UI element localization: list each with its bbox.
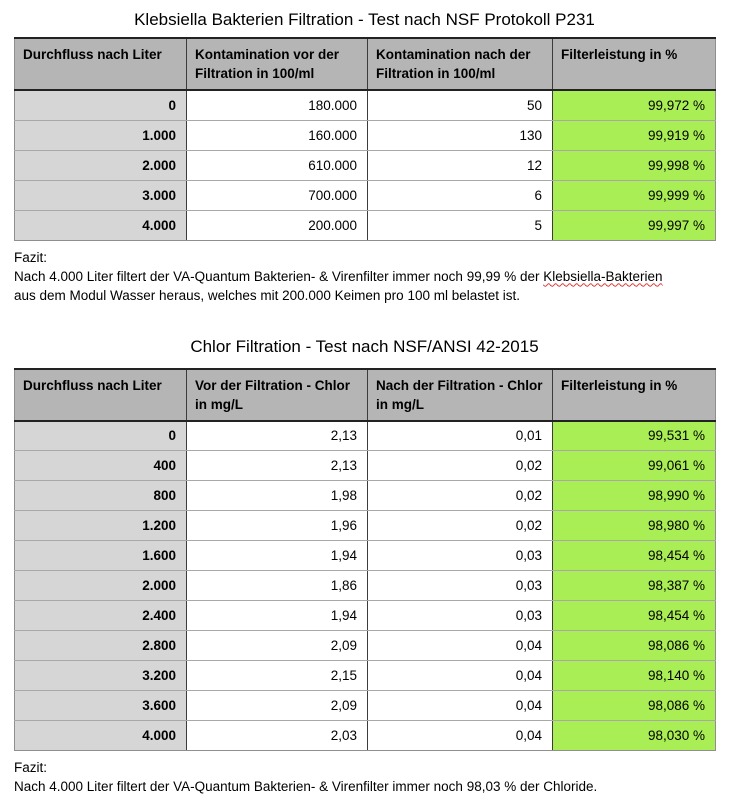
column-header-kontamination-vor: Kontamination vor der Filtration in 100/ml: [187, 38, 368, 90]
flow-liters-cell: 4.000: [15, 721, 187, 751]
filter-performance-cell: 99,531 %: [553, 421, 716, 451]
chlor-table-title: Chlor Filtration - Test nach NSF/ANSI 42-2015: [190, 336, 539, 356]
table-row: [15, 120, 716, 150]
table-row: [15, 481, 716, 511]
filter-performance-cell: 98,086 %: [553, 631, 716, 661]
column-header-durchfluss: Durchfluss nach Liter: [15, 369, 187, 421]
filter-performance-cell: 99,999 %: [553, 180, 716, 210]
column-header-filterleistung: Filterleistung in %: [553, 369, 716, 421]
flow-liters-cell: 2.000: [15, 571, 187, 601]
flow-liters-cell: 400: [15, 451, 187, 481]
table-row: [15, 180, 716, 210]
filter-performance-cell: 98,454 %: [553, 541, 716, 571]
before-filtration-cell: 1,98: [187, 481, 368, 511]
flow-liters-cell: 0: [15, 90, 187, 120]
before-filtration-cell: 2,13: [187, 421, 368, 451]
table-row: [15, 150, 716, 180]
after-filtration-cell: 0,04: [368, 661, 553, 691]
column-header-kontamination-nach: Kontamination nach der Filtration in 100/ml: [368, 38, 553, 90]
before-filtration-cell: 1,96: [187, 511, 368, 541]
table-row: [15, 601, 716, 631]
table-row: [15, 631, 716, 661]
table-row: [15, 90, 716, 120]
filter-performance-cell: 98,030 %: [553, 721, 716, 751]
after-filtration-cell: 0,04: [368, 631, 553, 661]
flow-liters-cell: 2.400: [15, 601, 187, 631]
fazit-text-line1: Nach 4.000 Liter filtert der VA-Quantum Bakterien- & Virenfilter immer noch 99,99 % der: [14, 268, 544, 284]
filter-performance-cell: 99,997 %: [553, 210, 716, 240]
table-row: [15, 661, 716, 691]
before-filtration-cell: 1,94: [187, 601, 368, 631]
flow-liters-cell: 3.000: [15, 180, 187, 210]
filter-performance-cell: 98,086 %: [553, 691, 716, 721]
table-row: [15, 511, 716, 541]
table-row: [15, 451, 716, 481]
before-filtration-cell: 160.000: [187, 120, 368, 150]
flow-liters-cell: 2.800: [15, 631, 187, 661]
header-row: [15, 38, 716, 90]
flow-liters-cell: 3.200: [15, 661, 187, 691]
before-filtration-cell: 180.000: [187, 90, 368, 120]
after-filtration-cell: 5: [368, 210, 553, 240]
filter-performance-cell: 99,919 %: [553, 120, 716, 150]
filter-performance-cell: 98,387 %: [553, 571, 716, 601]
after-filtration-cell: 0,04: [368, 721, 553, 751]
before-filtration-cell: 200.000: [187, 210, 368, 240]
filter-performance-cell: 98,990 %: [553, 481, 716, 511]
flow-liters-cell: 4.000: [15, 210, 187, 240]
fazit-label: Fazit:: [14, 760, 48, 775]
flow-liters-cell: 800: [15, 481, 187, 511]
flow-liters-cell: 2.000: [15, 150, 187, 180]
table-row: [15, 541, 716, 571]
header-row: [15, 369, 716, 421]
after-filtration-cell: 0,01: [368, 421, 553, 451]
column-header-durchfluss: Durchfluss nach Liter: [15, 38, 187, 90]
before-filtration-cell: 2,15: [187, 661, 368, 691]
before-filtration-cell: 700.000: [187, 180, 368, 210]
chlor-table: [14, 368, 716, 752]
filter-performance-cell: 99,972 %: [553, 90, 716, 120]
after-filtration-cell: 0,03: [368, 571, 553, 601]
fazit-spellcheck-word: Klebsiella-Bakterien: [543, 268, 663, 284]
after-filtration-cell: 0,03: [368, 601, 553, 631]
filter-performance-cell: 99,061 %: [553, 451, 716, 481]
flow-liters-cell: 1.600: [15, 541, 187, 571]
chlor-fazit: [14, 758, 729, 796]
after-filtration-cell: 6: [368, 180, 553, 210]
flow-liters-cell: 0: [15, 421, 187, 451]
column-header-filterleistung: Filterleistung in %: [553, 38, 716, 90]
before-filtration-cell: 2,13: [187, 451, 368, 481]
filter-performance-cell: 98,980 %: [553, 511, 716, 541]
before-filtration-cell: 2,09: [187, 691, 368, 721]
klebsiella-fazit: [14, 248, 729, 305]
column-header-chlor-nach: Nach der Filtration - Chlor in mg/L: [368, 369, 553, 421]
table-row: [15, 421, 716, 451]
filter-performance-cell: 98,140 %: [553, 661, 716, 691]
column-header-chlor-vor: Vor der Filtration - Chlor in mg/L: [187, 369, 368, 421]
flow-liters-cell: 1.000: [15, 120, 187, 150]
fazit-text-line1: Nach 4.000 Liter filtert der VA-Quantum Bakterien- & Virenfilter immer noch 98,03 % der Chloride.: [14, 779, 598, 794]
after-filtration-cell: 0,02: [368, 481, 553, 511]
table-row: [15, 721, 716, 751]
before-filtration-cell: 610.000: [187, 150, 368, 180]
table-row: [15, 210, 716, 240]
before-filtration-cell: 2,09: [187, 631, 368, 661]
before-filtration-cell: 1,94: [187, 541, 368, 571]
after-filtration-cell: 12: [368, 150, 553, 180]
filter-performance-cell: 99,998 %: [553, 150, 716, 180]
after-filtration-cell: 130: [368, 120, 553, 150]
filter-performance-cell: 98,454 %: [553, 601, 716, 631]
klebsiella-table: [14, 37, 716, 241]
after-filtration-cell: 0,04: [368, 691, 553, 721]
after-filtration-cell: 0,02: [368, 451, 553, 481]
table-row: [15, 571, 716, 601]
klebsiella-table-title: Klebsiella Bakterien Filtration - Test nach NSF Protokoll P231: [134, 10, 595, 29]
flow-liters-cell: 3.600: [15, 691, 187, 721]
before-filtration-cell: 2,03: [187, 721, 368, 751]
after-filtration-cell: 50: [368, 90, 553, 120]
before-filtration-cell: 1,86: [187, 571, 368, 601]
table-row: [15, 691, 716, 721]
fazit-text-line2: aus dem Modul Wasser heraus, welches mit 200.000 Keimen pro 100 ml belastet ist.: [14, 287, 520, 303]
flow-liters-cell: 1.200: [15, 511, 187, 541]
after-filtration-cell: 0,03: [368, 541, 553, 571]
after-filtration-cell: 0,02: [368, 511, 553, 541]
fazit-label: Fazit:: [14, 249, 48, 265]
